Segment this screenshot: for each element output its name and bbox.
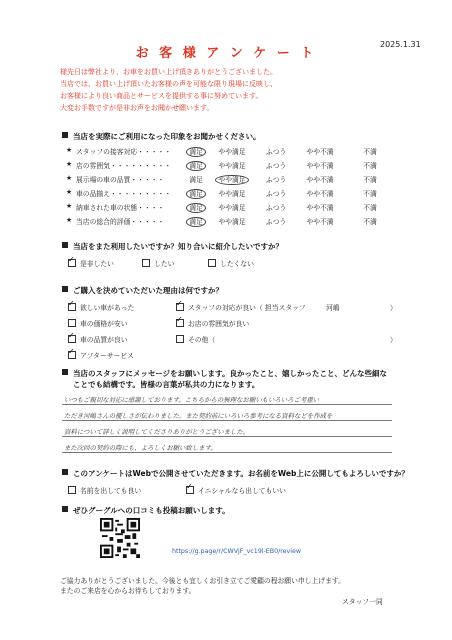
- rating-option[interactable]: [254, 188, 298, 198]
- rating-option[interactable]: [210, 202, 254, 212]
- q3-option-label: その他（: [188, 336, 216, 344]
- rating-option[interactable]: [210, 146, 254, 156]
- rating-option[interactable]: [254, 216, 298, 226]
- rating-row-label: 当店の総合的評価・・・・・: [76, 218, 165, 226]
- star-icon: ★: [66, 146, 73, 154]
- rating-option-label: やや満足: [218, 148, 246, 156]
- checkbox-icon[interactable]: [68, 303, 76, 311]
- rating-option[interactable]: [298, 160, 342, 170]
- rating-option-label: ふつう: [265, 190, 287, 198]
- rating-option-label: やや不満: [306, 162, 334, 170]
- handwritten-message-line: ただき河嶋さんの優しさが伝わりました。また契約前にいろいろ参考になる資料などを作成を: [64, 412, 333, 420]
- q3-left-3[interactable]: [68, 334, 128, 344]
- rating-option-label: ふつう: [265, 176, 287, 184]
- q2-option-label: したくない: [220, 260, 254, 268]
- intro-line: 大変お手数ですが是非お声をお聞かせ願います。: [60, 104, 214, 112]
- rating-row: [66, 216, 396, 229]
- rating-row: [66, 202, 396, 215]
- survey-title: お 客 様 ア ン ケ ー ト: [135, 46, 317, 61]
- rating-option-label: 不満: [363, 218, 377, 226]
- q3-title: [62, 285, 223, 296]
- rating-option[interactable]: [254, 160, 298, 170]
- rating-option-label: やや不満: [306, 204, 334, 212]
- rating-option[interactable]: [298, 216, 342, 226]
- intro-line: 様先日は弊社より、お車をお買い上げ頂きありがとうございました。: [60, 68, 277, 76]
- square-bullet-icon: [62, 286, 68, 292]
- q5-option-label: 名前を出しても良い: [80, 487, 142, 495]
- checkbox-icon[interactable]: [208, 259, 216, 267]
- rating-option-label: やや満足: [218, 162, 246, 170]
- close-paren: ）: [390, 304, 397, 312]
- answer-line: [62, 420, 392, 421]
- q2-option-2[interactable]: [142, 258, 174, 268]
- rating-option[interactable]: [298, 188, 342, 198]
- square-bullet-icon: [62, 132, 68, 138]
- staff-name: 河嶋: [326, 304, 340, 312]
- rating-option-label: 満足: [186, 217, 206, 227]
- checkbox-icon[interactable]: [68, 335, 76, 343]
- rating-row-label: 店の雰囲気・・・・・・・・・: [76, 162, 172, 170]
- rating-option[interactable]: [348, 188, 392, 198]
- star-icon: ★: [66, 216, 73, 224]
- rating-row: [66, 146, 396, 159]
- closing-message: [60, 576, 345, 596]
- rating-option-label: 不満: [363, 204, 377, 212]
- q6-title: [62, 505, 230, 516]
- q2-option-3[interactable]: [208, 258, 254, 268]
- rating-option-label: やや満足: [218, 204, 246, 212]
- square-bullet-icon: [62, 506, 68, 512]
- rating-option-label: 不満: [363, 162, 377, 170]
- square-bullet-icon: [62, 369, 68, 375]
- rating-option-label: ふつう: [265, 162, 287, 170]
- q3-right-1[interactable]: [176, 302, 306, 312]
- q5-title-text: このアンケートはWebで公開させていただきます。お名前をWeb上に公開してもよろしいですか？: [73, 469, 409, 478]
- rating-option[interactable]: [348, 202, 392, 212]
- closing-line: ご協力ありがとうございました。今後とも宜しくお引き立てご愛顧の程お願い申し上げます。: [60, 577, 345, 585]
- checkbox-icon[interactable]: [176, 319, 184, 327]
- rating-row-label: 納車された車の状態・・・・: [76, 204, 165, 212]
- review-link[interactable]: https://g.page/r/CWVjF_vc19l-EB0/review: [172, 548, 302, 555]
- q3-title-text: ご購入を決めていただいた理由は何ですか？: [73, 286, 223, 295]
- q5-option-2[interactable]: [186, 485, 286, 495]
- rating-option[interactable]: [348, 146, 392, 156]
- q2-title: [62, 241, 283, 252]
- q4-title-line: ことでも結構です。皆様の言葉が私共の力になります。: [73, 380, 260, 389]
- rating-row: [66, 160, 396, 173]
- checkbox-icon[interactable]: [186, 486, 194, 494]
- q5-option-1[interactable]: [68, 485, 141, 495]
- rating-option[interactable]: [254, 174, 298, 184]
- rating-option[interactable]: [210, 216, 254, 226]
- q1-title-text: 当店を実際にご利用になった印象をお聞かせください。: [73, 132, 261, 141]
- rating-option[interactable]: [210, 174, 254, 184]
- star-icon: ★: [66, 188, 73, 196]
- checkbox-icon[interactable]: [176, 335, 184, 343]
- rating-option-label: 満足: [189, 176, 203, 184]
- q3-left-1[interactable]: [68, 302, 134, 312]
- rating-option-label: 満足: [186, 161, 206, 171]
- rating-option-label: ふつう: [265, 204, 287, 212]
- rating-option[interactable]: [298, 174, 342, 184]
- rating-option-label: 不満: [363, 148, 377, 156]
- q3-option-label: アフターサービス: [80, 352, 134, 360]
- intro-text: [60, 66, 277, 114]
- star-icon: ★: [66, 160, 73, 168]
- rating-option-label: やや不満: [306, 148, 334, 156]
- handwritten-message-line: また次回の契約の際にも、よろしくお願い致します。: [64, 444, 217, 452]
- closing-line: またのご来店を心からお待ちしております。: [60, 587, 196, 595]
- rating-option-label: やや満足: [218, 190, 246, 198]
- q3-option-label: 車の価格が安い: [80, 320, 128, 328]
- rating-option-label: ふつう: [265, 148, 287, 156]
- q3-option-label: お店の雰囲気が良い: [188, 320, 250, 328]
- star-icon: ★: [66, 174, 73, 182]
- rating-option-label: 不満: [363, 176, 377, 184]
- q2-title-text: 当店をまた利用したいですか？知り合いに紹介したいですか？: [73, 242, 283, 251]
- q3-option-label: 車の品質が良い: [80, 336, 128, 344]
- answer-line: [62, 452, 392, 453]
- checkbox-icon[interactable]: [176, 303, 184, 311]
- q3-option-label: 欲しい車があった: [80, 304, 135, 312]
- staff-signature: スタッフ一同: [342, 598, 383, 606]
- rating-option-label: 満足: [186, 189, 206, 199]
- q3-left-2[interactable]: [68, 318, 128, 328]
- rating-row-label: スタッフの接客対応・・・・・: [76, 148, 172, 156]
- rating-option-label: 満足: [186, 203, 206, 213]
- square-bullet-icon: [62, 242, 68, 248]
- rating-option[interactable]: [210, 160, 254, 170]
- q4-title: [62, 368, 387, 390]
- square-bullet-icon: [62, 469, 68, 475]
- rating-row-label: 展示場の車の品質・・・・・: [76, 176, 165, 184]
- q2-option-1[interactable]: [68, 258, 114, 268]
- qr-code-icon[interactable]: [100, 518, 140, 558]
- checkbox-icon[interactable]: [68, 319, 76, 327]
- handwritten-message-line: いつもご親切な対応に感謝しております。こちらからの無理なお願いもいろいろご考慮い: [64, 396, 320, 404]
- intro-line: お客様により良い商品とサービスを提供する事に努めています。: [60, 92, 263, 100]
- rating-option[interactable]: [298, 202, 342, 212]
- rating-option[interactable]: [254, 202, 298, 212]
- checkbox-icon[interactable]: [142, 259, 150, 267]
- q1-title: [62, 131, 261, 142]
- checkbox-icon[interactable]: [68, 351, 76, 359]
- star-icon: ★: [66, 202, 73, 210]
- rating-option-label: 満足: [186, 147, 206, 157]
- rating-option[interactable]: [348, 174, 392, 184]
- rating-option-label: やや不満: [306, 190, 334, 198]
- rating-option-label: やや満足: [218, 218, 246, 226]
- rating-option-label: やや満足: [215, 175, 248, 185]
- q6-title-text: ぜひグーグルへの口コミも投稿お願いします。: [73, 506, 230, 515]
- answer-line: [62, 436, 392, 437]
- rating-option[interactable]: [348, 160, 392, 170]
- rating-row: [66, 188, 396, 201]
- rating-row-label: 車の品揃え・・・・・・・・・: [76, 190, 172, 198]
- q2-option-label: 是非したい: [80, 260, 114, 268]
- rating-option[interactable]: [348, 216, 392, 226]
- rating-option[interactable]: [298, 146, 342, 156]
- q2-option-label: したい: [154, 260, 175, 268]
- q3-option-label: スタッフの対応が良い（ 担当スタッフ: [188, 304, 306, 312]
- survey-date: 2025.1.31: [380, 40, 421, 49]
- close-paren: ）: [390, 336, 397, 344]
- q5-option-label: イニシャルなら出してもいい: [198, 487, 286, 495]
- rating-row: [66, 174, 396, 187]
- rating-option-label: ふつう: [265, 218, 287, 226]
- q3-right-2[interactable]: [176, 318, 249, 328]
- rating-option-label: やや不満: [306, 176, 334, 184]
- q3-left-4[interactable]: [68, 350, 134, 360]
- rating-option[interactable]: [210, 188, 254, 198]
- checkbox-icon[interactable]: [68, 486, 76, 494]
- rating-option[interactable]: [254, 146, 298, 156]
- rating-option-label: やや不満: [306, 218, 334, 226]
- q3-right-3[interactable]: [176, 334, 215, 344]
- q5-title: [62, 468, 409, 479]
- checkbox-icon[interactable]: [68, 259, 76, 267]
- handwritten-message-line: 資料について詳しく説明してくださりありがとうございました。: [64, 428, 250, 436]
- q4-title-line: 当店のスタッフにメッセージをお願いします。良かったこと、嬉しかったこと、どんな些細な: [73, 369, 387, 378]
- rating-option-label: 不満: [363, 190, 377, 198]
- answer-line: [62, 404, 392, 405]
- intro-line: 当店では、お買い上げ頂いたお客様の声を可能な限り現場に反映し、: [60, 80, 277, 88]
